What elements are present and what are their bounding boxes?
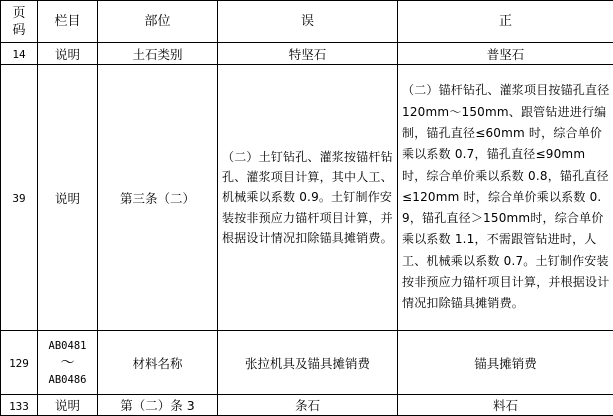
correct-text: 料石 bbox=[493, 398, 518, 413]
table-row bbox=[1, 395, 613, 416]
location-text: 第（二）条 3 bbox=[120, 398, 194, 413]
correct-cell bbox=[398, 331, 613, 395]
section-cell bbox=[38, 65, 98, 331]
section-text: 说明 bbox=[55, 398, 80, 413]
header-page-no bbox=[1, 1, 38, 43]
header-page-no-label: 页码 bbox=[12, 5, 26, 39]
location-text: 第三条（二） bbox=[120, 191, 195, 206]
table-row bbox=[1, 65, 613, 331]
error-cell bbox=[218, 395, 398, 416]
section-cell bbox=[38, 395, 98, 416]
location-cell bbox=[98, 395, 218, 416]
location-cell bbox=[98, 331, 218, 395]
error-text: （二）土钉钻孔、灌浆按锚杆钻孔、灌浆项目计算，其中人工、机械乘以系数 0.9。土钉制作安装按非预应力锚杆项目计算，并根据设计情况扣除锚具摊销费。 bbox=[222, 147, 393, 248]
correct-cell bbox=[398, 43, 613, 65]
error-text: 条石 bbox=[295, 398, 320, 413]
correct-cell bbox=[398, 65, 613, 331]
section-cell bbox=[38, 331, 98, 395]
code-end: AB0486 bbox=[38, 373, 97, 387]
table-row bbox=[1, 331, 613, 395]
page-cell bbox=[1, 43, 38, 65]
header-error bbox=[218, 1, 398, 43]
correct-cell bbox=[398, 395, 613, 416]
location-cell bbox=[98, 65, 218, 331]
header-section bbox=[38, 1, 98, 43]
header-error-label: 误 bbox=[301, 14, 314, 29]
section-text: 说明 bbox=[55, 47, 80, 62]
header-location-label: 部位 bbox=[144, 14, 170, 29]
header-location bbox=[98, 1, 218, 43]
page-number: 14 bbox=[12, 48, 25, 61]
header-correct-label: 正 bbox=[499, 14, 512, 29]
code-start: AB0481 bbox=[38, 339, 97, 353]
page-cell bbox=[1, 65, 38, 331]
section-text: 说明 bbox=[55, 191, 80, 206]
error-text: 特坚石 bbox=[289, 47, 327, 62]
header-section-label: 栏目 bbox=[54, 14, 80, 29]
correct-text: （二）锚杆钻孔、灌浆项目按锚孔直径 120mm～150mm、跟管钻进进行编制，锚孔直径≤60mm 时，综合单价乘以系数 0.7，锚孔直径≤90mm 时，综合单价乘以系数 0.8，锚孔直径≤120mm 时，综合单价乘以系数 0.9，锚孔直径＞150mm时，综合单价乘以系数 1.1，不需跟管钻进时，人工、机械乘以系数 0.7。土钉制作安装按非预应力锚杆项目计算，并根据设计情况扣除锚具摊销费。 bbox=[402, 80, 610, 314]
page-number: 133 bbox=[9, 400, 29, 413]
header-row bbox=[1, 1, 613, 43]
correct-text: 锚具摊销费 bbox=[474, 356, 537, 371]
code-range-tilde: ～ bbox=[38, 353, 97, 373]
error-cell bbox=[218, 65, 398, 331]
correct-text: 普坚石 bbox=[487, 47, 525, 62]
section-cell bbox=[38, 43, 98, 65]
header-correct bbox=[398, 1, 613, 43]
table-row bbox=[1, 43, 613, 65]
page-number: 39 bbox=[12, 192, 25, 205]
error-cell bbox=[218, 43, 398, 65]
location-cell bbox=[98, 43, 218, 65]
error-cell bbox=[218, 331, 398, 395]
error-text: 张拉机具及锚具摊销费 bbox=[245, 356, 370, 371]
location-text: 土石类别 bbox=[132, 47, 182, 62]
page-number: 129 bbox=[9, 357, 29, 370]
page-cell bbox=[1, 331, 38, 395]
location-text: 材料名称 bbox=[132, 356, 182, 371]
page-cell bbox=[1, 395, 38, 416]
